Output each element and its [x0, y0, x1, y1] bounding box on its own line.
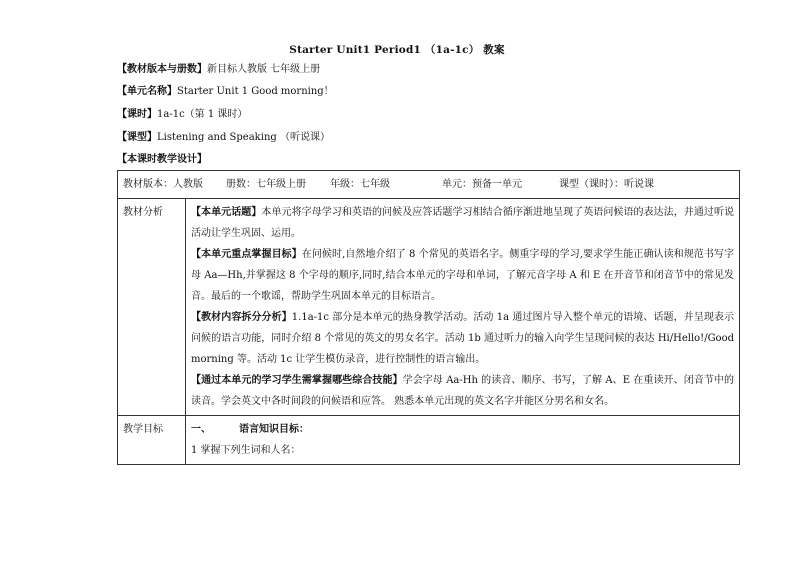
- para-key: 【教材内容拆分分析】: [191, 312, 292, 323]
- meta-key: 【本课时教学设计】: [117, 154, 207, 165]
- table-row-analysis: [118, 199, 740, 416]
- para-text: 本单元将字母学习和英语的问候及应答话题学习相结合循序渐进地呈现了英语问候语的表达法，并通过听说活动让学生巩固、运用。: [191, 207, 735, 239]
- para-text: 在问候时,自然地介绍了 8 个常见的英语名字。侧重字母的学习,要求学生能正确认读和规范书写字母 Aa—Hh,并掌握这 8 个字母的顺序,同时,结合本单元的字母和单词，了解元音字母 A 和 E 在开音节和闭音节中的常见发音。最后的一个歌谣，帮助学生巩固本单元的目标语言。: [191, 249, 735, 302]
- meta-value: 新目标人教版 七年级上册: [207, 64, 321, 75]
- header-textbook-version: 教材版本：人教版: [123, 179, 203, 190]
- meta-key: 【课型】: [117, 132, 157, 143]
- meta-key: 【单元名称】: [117, 86, 177, 97]
- objective-number: 一、: [191, 424, 211, 435]
- header-volume: 册数：七年级上册: [226, 179, 306, 190]
- header-grade: 年级：七年级: [330, 179, 390, 190]
- row-label: 教材分析: [118, 199, 186, 416]
- analysis-skills: [191, 370, 734, 412]
- table-header-row: [118, 171, 740, 199]
- para-text: 学会字母 Aa-Hh 的读音、顺序、书写，了解 A、E 在重读开、闭音节中的读音。学会英文中各时间段的问候语和应答。 熟悉本单元出现的英文名字并能区分男名和女名。: [191, 375, 735, 407]
- objective-title: 语言知识目标：: [239, 424, 309, 435]
- analysis-topic: [191, 202, 734, 244]
- analysis-content-breakdown: [191, 307, 734, 370]
- meta-value: 1a-1c（第 1 课时）: [157, 109, 248, 120]
- meta-key: 【教材版本与册数】: [117, 64, 207, 75]
- meta-key: 【课时】: [117, 109, 157, 120]
- meta-value: Starter Unit 1 Good morning！: [177, 86, 334, 97]
- para-key: 【本单元话题】: [191, 207, 262, 218]
- para-key: 【通过本单元的学习学生需掌握哪些综合技能】: [191, 375, 403, 386]
- meta-value: Listening and Speaking （听说课）: [157, 132, 330, 143]
- para-key: 【本单元重点掌握目标】: [191, 249, 302, 260]
- lesson-plan-table: [117, 170, 740, 465]
- para-text: 1.1a-1c 部分是本单元的热身教学活动。活动 1a 通过图片导入整个单元的语境、话题，并呈现表示问候的语言功能，同时介绍 8 个常见的英文的男女名字。活动 1b 通过听力的输入向学生呈现问候的表达 Hi/Hello!/Good morning 等。活动 1c 让学生模仿录音，进行控制性的语言输出。: [191, 312, 735, 365]
- document-title: Starter Unit1 Period1 （1a-1c） 教案: [289, 44, 505, 56]
- analysis-content: [186, 199, 740, 416]
- header-lesson-type: 课型（课时）：听说课: [559, 179, 654, 190]
- meta-lesson-type: [117, 131, 330, 145]
- meta-textbook: [117, 63, 320, 77]
- objective-item: 1 掌握下列生词和人名：: [191, 445, 301, 456]
- row-label: 教学目标: [118, 416, 186, 465]
- meta-design-heading: [117, 153, 207, 167]
- meta-unit: [117, 85, 334, 99]
- objective-heading: [191, 419, 734, 440]
- analysis-goals: [191, 244, 734, 307]
- meta-period: [117, 108, 247, 122]
- header-unit: 单元：预备一单元: [442, 179, 522, 190]
- table-row-objectives: [118, 416, 740, 465]
- objectives-content: [186, 416, 740, 465]
